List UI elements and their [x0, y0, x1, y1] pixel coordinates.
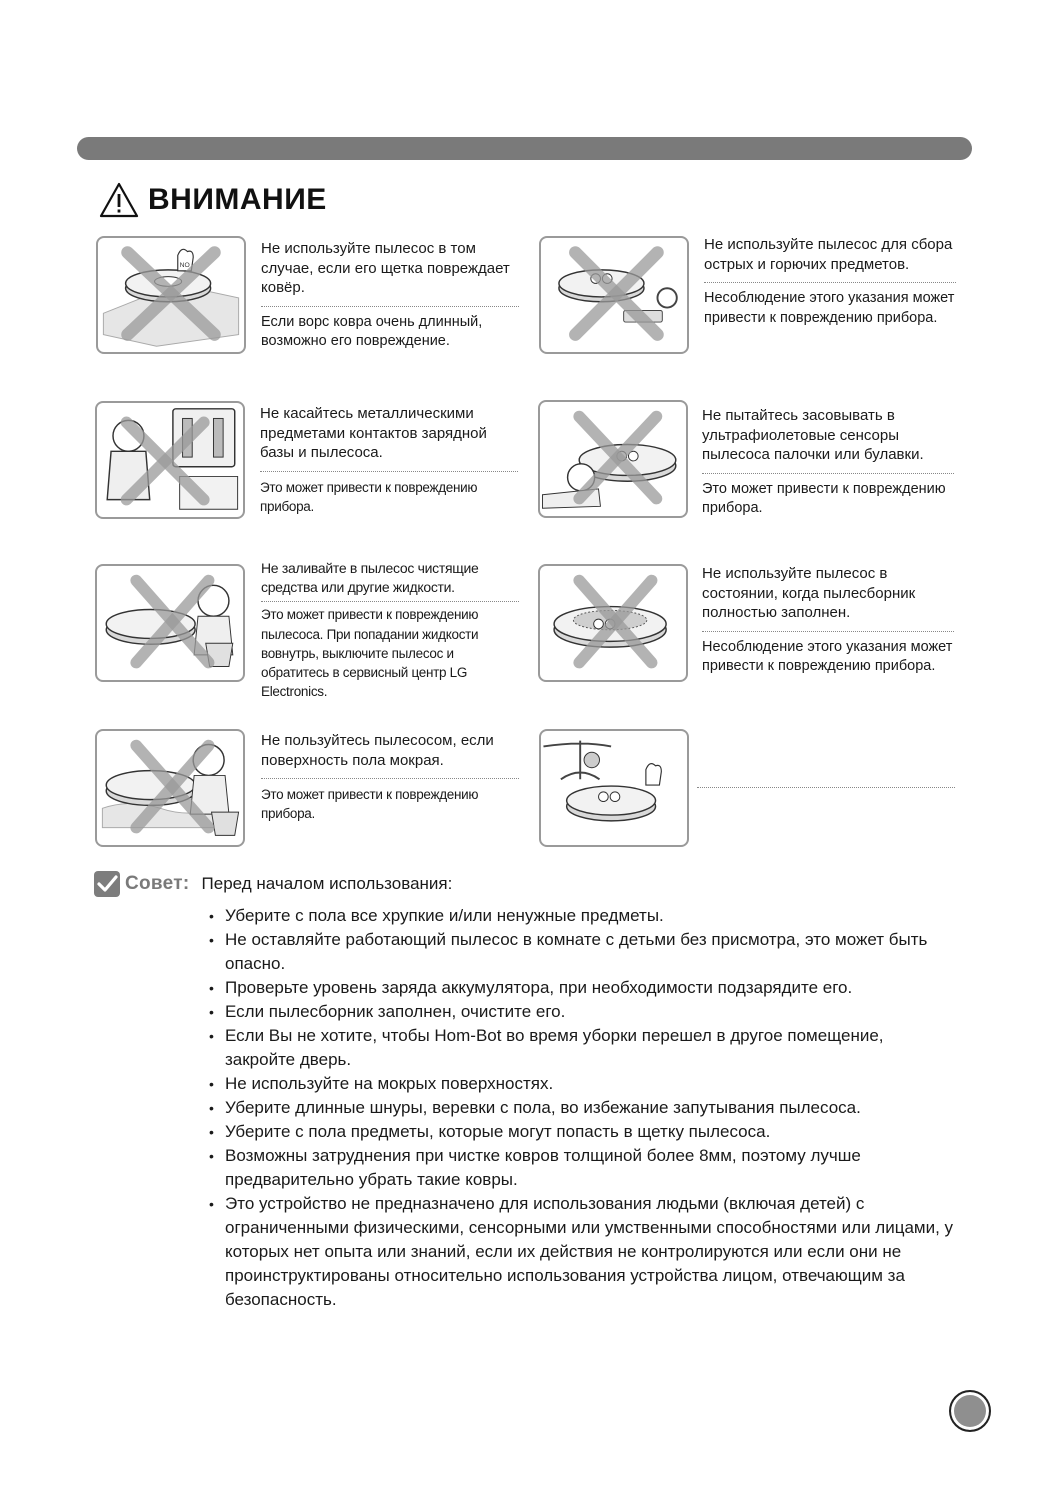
page-number-badge — [949, 1390, 991, 1432]
divider — [697, 787, 955, 788]
illustration-wet-floor — [95, 729, 245, 847]
caution-item — [702, 564, 954, 677]
list-item: • Возможны затруднения при чистке ковров толщиной более 8мм, поэтому лучше предварительно убрать такие ковры. — [207, 1144, 957, 1192]
illustration-full-dustbin — [538, 564, 688, 682]
caution-item — [704, 235, 956, 328]
caution-item — [260, 404, 518, 516]
caution-text: Не используйте пылесос для сбора острых и горючих предметов. — [704, 236, 953, 273]
caution-text: Не используйте пылесос в том случае, если его щетка повреждает ковёр. — [261, 240, 510, 296]
caution-item — [702, 406, 954, 519]
divider — [702, 631, 954, 632]
tip-intro: Перед началом использования: — [201, 874, 453, 893]
illustration-carpet — [96, 236, 246, 354]
list-item: • Не оставляйте работающий пылесос в комнате с детьми без присмотра, это может быть опасно. — [207, 928, 957, 976]
caution-note: Это может привести к повреждению прибора. — [261, 787, 479, 822]
list-item: • Не используйте на мокрых поверхностях. — [207, 1072, 957, 1096]
list-item: • Проверьте уровень заряда аккумулятора, при необходимости подзарядите его. — [207, 976, 957, 1000]
header-bar — [77, 137, 972, 160]
caution-item — [261, 559, 519, 701]
svg-text:NO: NO — [179, 261, 190, 269]
illustration-charging-contacts — [95, 401, 245, 519]
list-item: • Уберите с пола все хрупкие и/или ненужные предметы. — [207, 904, 957, 928]
check-icon — [94, 871, 120, 897]
divider — [702, 473, 954, 474]
caution-note: Это может привести к повреждению прибора. — [702, 480, 946, 516]
caution-note: Если ворс ковра очень длинный, возможно его повреждение. — [261, 313, 483, 349]
list-item: • Уберите длинные шнуры, веревки с пола, во избежание запутывания пылесоса. — [207, 1096, 957, 1120]
divider — [261, 778, 519, 779]
illustration-liquids — [95, 564, 245, 682]
caution-text: Не пользуйтесь пылесосом, если поверхность пола мокрая. — [261, 732, 494, 769]
divider — [261, 601, 519, 602]
tip-label: Совет: — [125, 873, 190, 894]
tip-heading — [94, 871, 452, 897]
list-item: • Если пылесборник заполнен, очистите его. — [207, 1000, 957, 1024]
illustration-uv-sensor — [538, 400, 688, 518]
caution-heading — [98, 180, 327, 220]
divider — [261, 306, 519, 307]
caution-note: Несоблюдение этого указания может привести к повреждению прибора. — [704, 290, 955, 326]
list-item: • Уберите с пола предметы, которые могут попасть в щетку пылесоса. — [207, 1120, 957, 1144]
page-title: ВНИМАНИЕ — [148, 183, 327, 216]
caution-text: Не пытайтесь засовывать в ультрафиолетовые сенсоры пылесоса палочки или булавки. — [702, 407, 924, 463]
tip-list — [207, 904, 957, 1312]
list-item: • Это устройство не предназначено для использования людьми (включая детей) с ограниченными физическими, сенсорными или умственными способностями или лицами, у которых нет опыта или знаний, если их действия не контролируются или если они не проинструктированы относительно использования устройства лицом, отвечающим за безопасность. — [207, 1192, 957, 1312]
caution-note: Несоблюдение этого указания может привести к повреждению прибора. — [702, 638, 953, 674]
caution-note: Это может привести к повреждению пылесоса. При попадании жидкости вовнутрь, выключите пылесос и обратитесь в сервисный центр LG Electronics. — [261, 607, 479, 700]
caution-note: Это может привести к повреждению прибора. — [260, 479, 478, 514]
caution-item — [261, 239, 519, 352]
divider — [704, 282, 956, 283]
caution-text: Не заливайте в пылесос чистящие средства или другие жидкости. — [261, 560, 479, 596]
warning-triangle-icon — [98, 181, 140, 219]
caution-item — [261, 731, 519, 823]
divider — [260, 471, 518, 472]
illustration-sharp-objects — [539, 236, 689, 354]
list-item: • Если Вы не хотите, чтобы Hom-Bot во время уборки перешел в другое помещение, закройте дверь. — [207, 1024, 957, 1072]
caution-text: Не используйте пылесос в состоянии, когда пылесборник полностью заполнен. — [702, 565, 916, 621]
caution-text: Не касайтесь металлическими предметами контактов зарядной базы и пылесоса. — [260, 405, 487, 461]
illustration-obstacle — [539, 729, 689, 847]
